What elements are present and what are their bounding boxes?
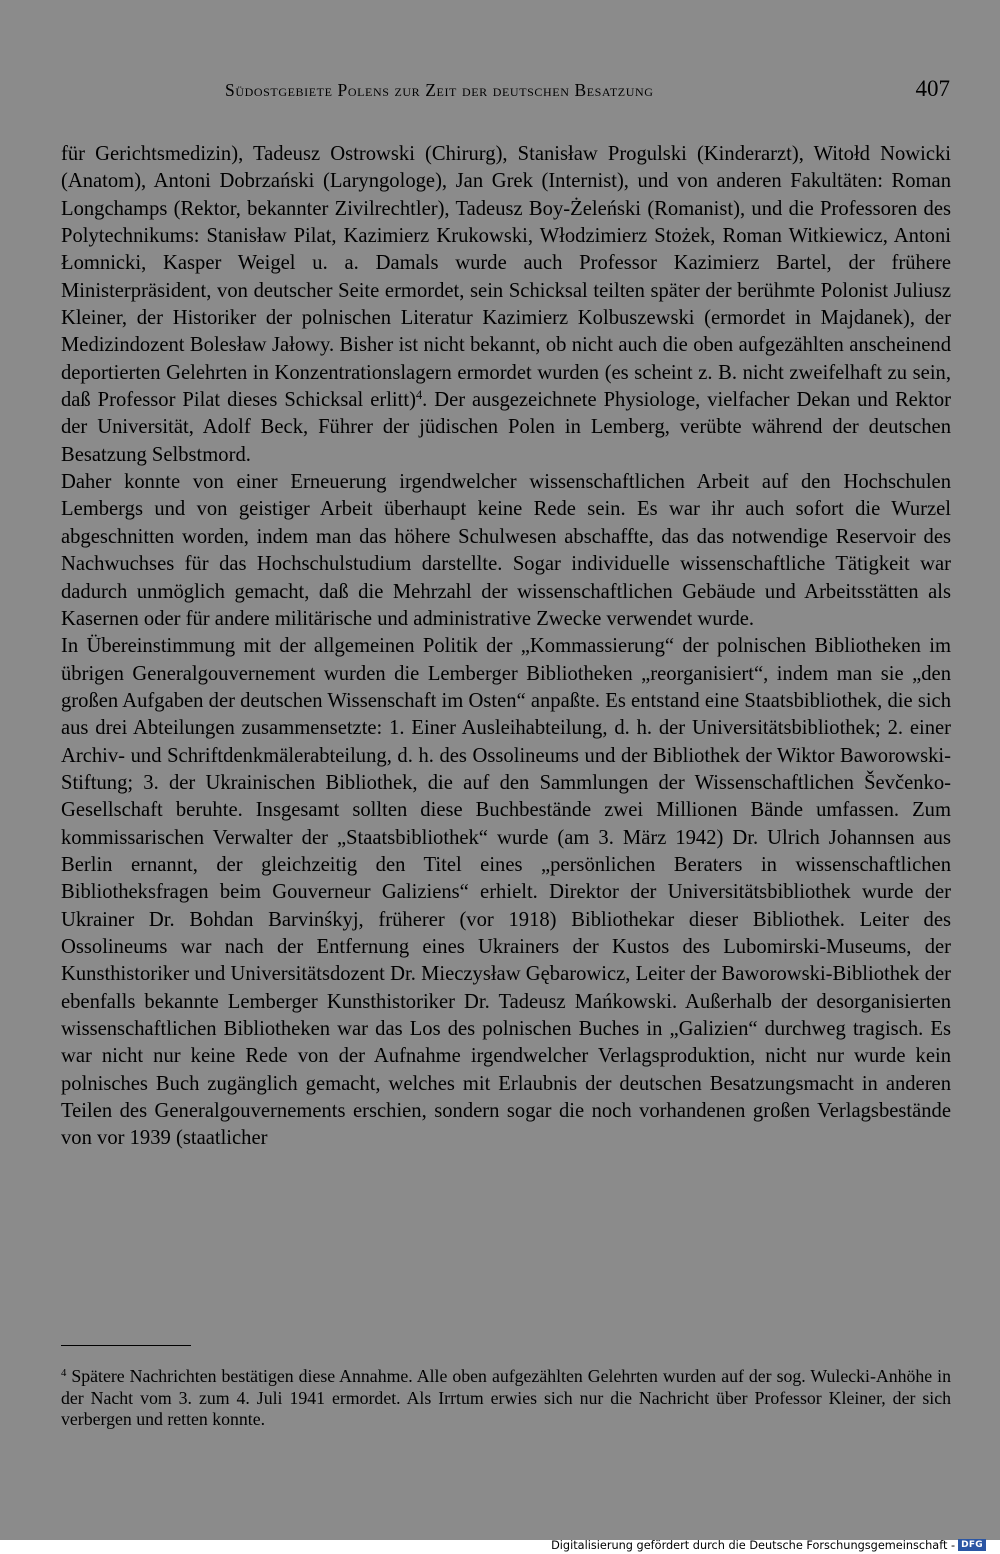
footnote-text: Spätere Nachrichten bestätigen diese Annahme. Alle oben aufgezählten Gelehrten wurden auf der sog. Wulecki-Anhöhe in der Nacht vom 3. zum 4. Juli 1941 ermordet. Als Irrtum erwies sich nur die Nachricht über Professor Kleiner, der sich verbergen und retten konnte. [61, 1366, 951, 1429]
footnote-marker: 4 [61, 1367, 67, 1380]
paragraph-1-continuation: . Der ausgezeichnete Physiologe, vielfacher Dekan und Rektor der Universität, Adolf Beck, Führer der jüdischen Polen in Lemberg, verübte während der deutschen Besatzung Selbstmord. [61, 389, 951, 466]
footnote-4 [61, 1366, 951, 1431]
page-header [60, 76, 950, 106]
digitization-credit [551, 1538, 986, 1552]
credit-text: Digitalisierung gefördert durch die Deutsche Forschungsgemeinschaft - [551, 1538, 956, 1552]
paragraph-1-text: für Gerichtsmedizin), Tadeusz Ostrowski (Chirurg), Stanisław Progulski (Kinderarzt), Witołd Nowicki (Anatom), Antoni Dobrzański (Laryngologe), Jan Grek (Internist), und von anderen Fakultäten: Roman Longchamps (Rektor, bekannter Zivilrechtler), Tadeusz Boy-Żeleński (Romanist), und die Professoren des Polytechnikums: Stanisław Pilat, Kazimierz Krukowski, Włodzimierz Stożek, Roman Witkiewicz, Antoni Łomnicki, Kasper Weigel u. a. Damals wurde auch Professor Kazimierz Bartel, der frühere Ministerpräsident, von deutscher Seite ermordet, sein Schicksal teilten später der berühmte Polonist Juliusz Kleiner, der Historiker der polnischen Literatur Kazimierz Kolbuszewski (ermordet in Majdanek), der Medizindozent Bolesław Jałowy. Bisher ist nicht bekannt, ob nicht auch die oben aufgezählten anscheinend deportierten Gelehrten in Konzentrationslagern ermordet wurden (es scheint z. B. nicht zweifelhaft zu sein, daß Professor Pilat dieses Schicksal erlitt) [61, 143, 951, 412]
running-title: Südostgebiete Polens zur Zeit der deutschen Besatzung [225, 80, 654, 100]
dfg-logo-icon[interactable]: DFG [958, 1539, 986, 1551]
footnote-separator [61, 1345, 191, 1346]
paragraph-3: In Übereinstimmung mit der allgemeinen Politik der „Kommassierung“ der polnischen Bibliotheken im übrigen Generalgouvernement wurden die Lemberger Bibliotheken „reorganisiert“, indem man sie „den großen Aufgaben der deutschen Wissenschaft im Osten“ anpaßte. Es entstand eine Staatsbibliothek, die sich aus drei Abteilungen zusammensetzte: 1. Einer Ausleihabteilung, d. h. der Universitätsbibliothek; 2. einer Archiv- und Schriftdenkmälerabteilung, d. h. des Ossolineums und der Bibliothek der Wiktor Baworowski-Stiftung; 3. der Ukrainischen Bibliothek, die auf den Sammlungen der Wissenschaftlichen Ševčenko-Gesellschaft beruhte. Insgesamt sollten diese Buchbestände zwei Millionen Bände umfassen. Zum kommissarischen Verwalter der „Staatsbibliothek“ wurde (am 3. März 1942) Dr. Ulrich Johannsen aus Berlin ernannt, der gleichzeitig den Titel eines „persönlichen Beraters in wissenschaftlichen Bibliotheksfragen beim Gouverneur Galiziens“ erhielt. Direktor der Universitätsbibliothek wurde der Ukrainer Dr. Bohdan Barvinśkyj, früherer (vor 1918) Bibliothekar dieser Bibliothek. Leiter des Ossolineums war nach der Entfernung eines Ukrainers der Kustos des Lubomirski-Museums, der Kunsthistoriker und Universitätsdozent Dr. Mieczysław Gębarowicz, Leiter der Baworowski-Bibliothek der ebenfalls bekannte Lemberger Kunsthistoriker Dr. Tadeusz Mańkowski. Außerhalb der desorganisierten wissenschaftlichen Bibliotheken war das Los des polnischen Buches in „Galizien“ durchweg tragisch. Es war nicht nur keine Rede von der Aufnahme irgendwelcher Verlagsproduktion, nicht nur wurde kein polnisches Buch zugänglich gemacht, welches mit Erlaubnis der deutschen Besatzungsmacht in anderen Teilen des Generalgouvernements erschien, sondern sogar die noch vorhandenen großen Verlagsbestände von vor 1939 (staatlicher [61, 635, 951, 1150]
page-number: 407 [915, 76, 950, 101]
footnote [61, 1366, 951, 1431]
footnote-reference[interactable]: 4 [415, 388, 423, 403]
paragraph-2: Daher konnte von einer Erneuerung irgendwelcher wissenschaftlichen Arbeit auf den Hochschulen Lembergs und von geistiger Arbeit überhaupt keine Rede sein. Es war ihr auch sofort die Wurzel abgeschnitten worden, indem man das höhere Schulwesen abschaffte, das das notwendige Reservoir des Nachwuchses für das Hochschulstudium darstellte. Sogar individuelle wissenschaftliche Tätigkeit war dadurch unmöglich gemacht, daß die Mehrzahl der wissenschaftlichen Gebäude und Arbeitsstätten als Kasernen oder für andere militärische und administrative Zwecke verwendet wurde. [61, 471, 951, 630]
main-text [61, 141, 951, 1153]
paragraph-1 [61, 141, 951, 469]
